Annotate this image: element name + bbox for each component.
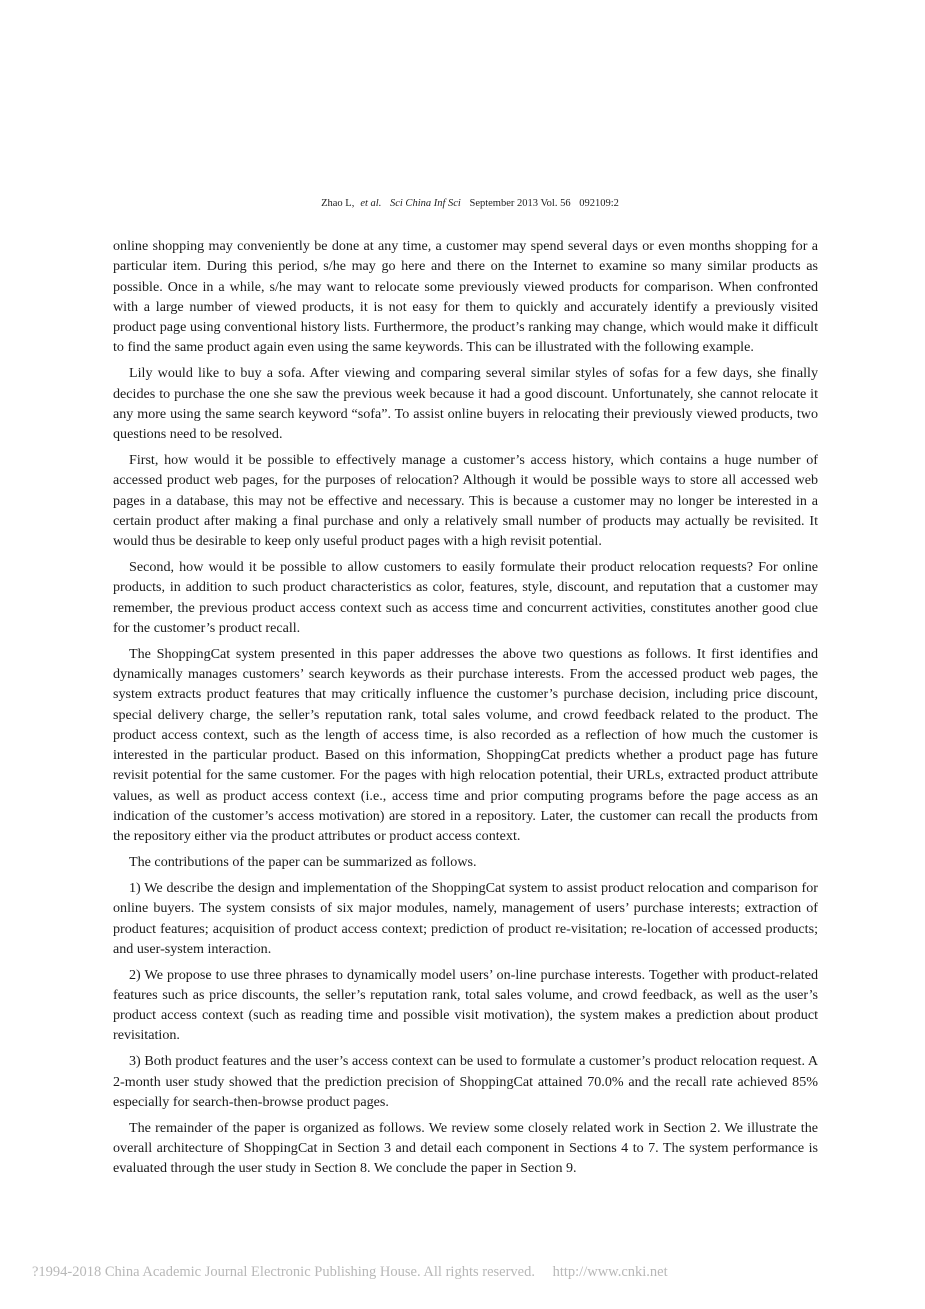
running-header <box>0 198 925 209</box>
paragraph-contribution-3: 3) Both product features and the user’s access context can be used to formulate a customer’s product relocation request. A 2-month user study showed that the prediction precision of ShoppingCat attained 70.0% and the recall rate achieved 85% especially for search-then-browse product pages. <box>113 1053 818 1110</box>
header-date-volume: September 2013 Vol. 56 <box>469 198 571 209</box>
paragraph-organization: The remainder of the paper is organized as follows. We review some closely related work in Section 2. We illustrate the overall architecture of ShoppingCat in Section 3 and detail each component in Sections 4 to 7. The system performance is evaluated through the user study in Section 8. We conclude the paper in Section 9. <box>113 1119 818 1177</box>
paragraph-continued: online shopping may conveniently be done at any time, a customer may spend several days or even months shopping for a particular item. During this period, s/he may go here and there on the Internet to examine so many similar products as possible. Once in a while, s/he may want to relocate some previously viewed products for comparison. When confronted with a large number of viewed products, it is not easy for them to quickly and accurately identify a previously visited product page using conventional history lists. Furthermore, the product’s ranking may change, which would make it difficult to find the same product again even using the same keywords. This can be illustrated with the following example. <box>113 238 818 356</box>
paragraph-question-one: First, how would it be possible to effectively manage a customer’s access history, which contains a huge number of accessed product web pages, for the purposes of relocation? Although it would be possible ways to store all accessed web pages in a database, this may not be effective and necessary. This is because a customer may no longer be interested in a certain product after making a final purchase and only a relatively small number of products may actually be revisited. It would thus be desirable to keep only useful product pages with a high revisit potential. <box>113 451 818 550</box>
header-article-number: 092109:2 <box>579 198 619 209</box>
paragraph-contributions-intro: The contributions of the paper can be summarized as follows. <box>129 854 477 871</box>
header-authors: Zhao L, <box>321 198 355 209</box>
header-journal: Sci China Inf Sci <box>389 198 461 209</box>
copyright-notice: ?1994-2018 China Academic Journal Electronic Publishing House. All rights reserved. <box>32 1264 535 1280</box>
header-etal: et al. <box>360 198 382 209</box>
watermark-footer <box>32 1264 892 1281</box>
paragraph-question-two: Second, how would it be possible to allow customers to easily formulate their product relocation requests? For online products, in addition to such product characteristics as color, features, style, discount, and reputation that a customer may remember, the previous product access context such as access time and concurrent activities, constitutes another good clue for the customer’s product recall. <box>113 558 818 636</box>
paragraph-example: Lily would like to buy a sofa. After viewing and comparing several similar styles of sofas for a few days, she finally decides to purchase the one she saw the previous week because it had a good discount. Unfortunately, she cannot relocate it any more using the same search keyword “sofa”. To assist online buyers in relocating their previously viewed products, two questions need to be resolved. <box>113 365 818 443</box>
cnki-url: http://www.cnki.net <box>552 1264 668 1280</box>
body-text <box>113 236 818 1184</box>
paragraph-contribution-2: 2) We propose to use three phrases to dynamically model users’ on-line purchase interests. Together with product-related features such as price discounts, the seller’s reputation rank, total sales volume, and crowd feedback, as well as the user’s product access context (such as reading time and possible visit motivation), the system makes a prediction about product revisitation. <box>113 966 818 1044</box>
paragraph-system-overview: The ShoppingCat system presented in this paper addresses the above two questions as follows. It first identifies and dynamically manages customers’ search keywords as their purchase interests. From the accessed product web pages, the system extracts product features that may critically influence the customer’s purchase decision, including price discount, special delivery charge, the seller’s reputation rank, total sales volume, and crowd feedback related to the product. The product access context, such as the length of access time, is also recorded as a reflection of how much the customer is interested in the particular product. Based on this information, ShoppingCat predicts whether a product page has future revisit potential for the same customer. For the pages with high relocation potential, their URLs, extracted product attribute values, as well as product access context (i.e., access time and prior computing programs before the page access as an indication of the customer’s access motivation) are stored in a repository. Later, the customer can recall the products from the repository either via the product attributes or product access context. <box>113 645 818 845</box>
paragraph-contribution-1: 1) We describe the design and implementation of the ShoppingCat system to assist product relocation and comparison for online buyers. The system consists of six major modules, namely, management of users’ purchase interests; extraction of product features; acquisition of product access context; prediction of product re-visitation; re-location of accessed products; and user-system interaction. <box>113 879 818 957</box>
